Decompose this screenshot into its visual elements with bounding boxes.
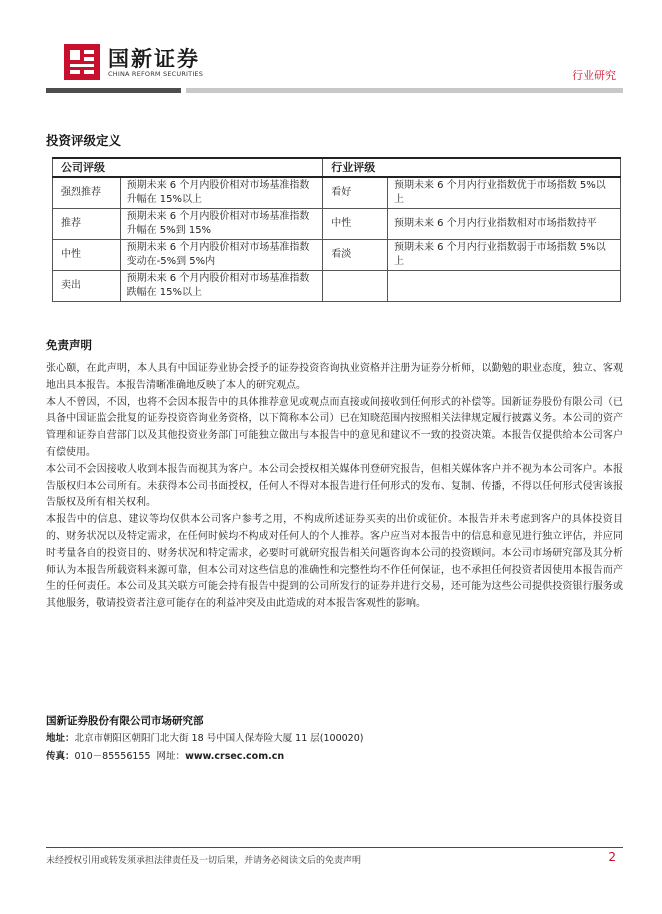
industry-rating-desc: 预期未来 6 个月内行业指数弱于市场指数 5%以上 xyxy=(387,240,620,271)
page-number: 2 xyxy=(608,850,616,864)
report-category: 行业研究 xyxy=(572,69,616,82)
footer-divider xyxy=(46,847,623,848)
company-rating-name: 中性 xyxy=(53,240,121,271)
company-rating-name: 强烈推荐 xyxy=(53,177,121,209)
company-rating-name: 卖出 xyxy=(53,271,121,302)
empty-cell xyxy=(387,271,620,302)
disclaimer-paragraph: 本报告中的信息、建议等均仅供本公司客户参考之用，不构成所述证券买卖的出价或征价。本报告并未考虑到客户的具体投资目的、财务状况以及特定需求，在任何时候均不构成对任何人的个人推荐。客户应当对本报告中的信息和意见进行独立评估，并应同时考量各自的投资目的、财务状况和特定需求，必要时可就研究报告相关问题咨询本公司的投资顾问。本公司市场研究部及其分析师认为本报告所载资料来源可靠，但本公司对这些信息的准确性和完整性均不作任何保证，也不承担任何投资者因使用本报告而产生的任何责任。本公司及其关联方可能会持有报告中提到的公司所发行的证券并进行交易，还可能为这些公司提供投资银行服务或其他服务，敬请投资者注意可能存在的利益冲突及由此造成的对本报告客观性的影响。 xyxy=(46,514,623,610)
web-link[interactable]: www.crsec.com.cn xyxy=(185,751,285,762)
rating-title: 投资评级定义 xyxy=(46,133,122,148)
company-rating-header: 公司评级 xyxy=(53,158,323,177)
disclaimer-body xyxy=(46,361,623,613)
brand-logo-icon xyxy=(64,44,100,80)
rating-header-row xyxy=(53,158,621,177)
disclaimer-paragraph: 本公司不会因接收人收到本报告而视其为客户。本公司会授权相关媒体刊登研究报告，但相关媒体客户并不视为本公司客户。本报告版权归本公司所有。未获得本公司书面授权，任何人不得对本报告进行任何形式的发布、复制、传播，不得以任何形式侵害该报告版权及所有相关权利。 xyxy=(46,463,623,509)
empty-cell xyxy=(323,271,388,302)
industry-rating-desc: 预期未来 6 个月内行业指数相对市场指数持平 xyxy=(387,209,620,240)
web-label: 网址： xyxy=(156,751,186,762)
company-rating-name: 推荐 xyxy=(53,209,121,240)
industry-rating-header: 行业评级 xyxy=(323,158,621,177)
brand-name-en: CHINA REFORM SECURITIES xyxy=(108,70,204,78)
company-rating-desc: 预期未来 6 个月内股价相对市场基准指数升幅在 15%以上 xyxy=(120,177,323,209)
address-line xyxy=(46,730,363,744)
header-bar-light xyxy=(186,88,623,93)
industry-rating-desc: 预期未来 6 个月内行业指数优于市场指数 5%以上 xyxy=(387,177,620,209)
disclaimer-paragraph: 张心颐，在此声明，本人具有中国证券业协会授予的证券投资咨询执业资格并注册为证券分析师，以勤勉的职业态度，独立、客观地出具本报告。本报告清晰准确地反映了本人的研究观点。 xyxy=(46,363,623,391)
industry-rating-name: 看好 xyxy=(323,177,388,209)
address-label: 地址： xyxy=(46,733,75,744)
company-rating-desc: 预期未来 6 个月内股价相对市场基准指数升幅在 5%到 15% xyxy=(120,209,323,240)
brand-name: 国新证券 xyxy=(108,47,200,71)
table-row xyxy=(53,271,621,302)
phone-value: 010－85556155 xyxy=(74,751,151,762)
table-row xyxy=(53,240,621,271)
footer-notice: 未经授权引用或转发须承担法律责任及一切后果，并请务必阅读文后的免责声明 xyxy=(46,856,362,866)
table-row xyxy=(53,209,621,240)
industry-rating-name: 中性 xyxy=(323,209,388,240)
company-name: 国新证券股份有限公司市场研究部 xyxy=(46,715,204,727)
rating-table xyxy=(52,157,621,302)
address-value: 北京市朝阳区朝阳门北大街 18 号中国人保寿险大厦 11 层(100020) xyxy=(74,733,364,744)
table-row xyxy=(53,177,621,209)
phone-label: 传真： xyxy=(46,751,75,762)
header-bar-dark xyxy=(46,88,181,93)
contact-line xyxy=(46,748,284,762)
company-rating-desc: 预期未来 6 个月内股价相对市场基准指数变动在-5%到 5%内 xyxy=(120,240,323,271)
disclaimer-title: 免责声明 xyxy=(46,338,92,352)
disclaimer-paragraph: 本人不曾因，不因，也将不会因本报告中的具体推荐意见或观点而直接或间接收到任何形式的补偿等。国新证券股份有限公司（已具备中国证监会批复的证券投资咨询业务资格，以下简称本公司）已在知晓范围内按照相关法律规定履行披露义务。本公司的资产管理和证券自营部门以及其他投资业务部门可能独立做出与本报告中的意见和建议不一致的投资决策。本报告仅提供给本公司客户有偿使用。 xyxy=(46,396,623,458)
industry-rating-name: 看淡 xyxy=(323,240,388,271)
company-rating-desc: 预期未来 6 个月内股价相对市场基准指数跌幅在 15%以上 xyxy=(120,271,323,302)
